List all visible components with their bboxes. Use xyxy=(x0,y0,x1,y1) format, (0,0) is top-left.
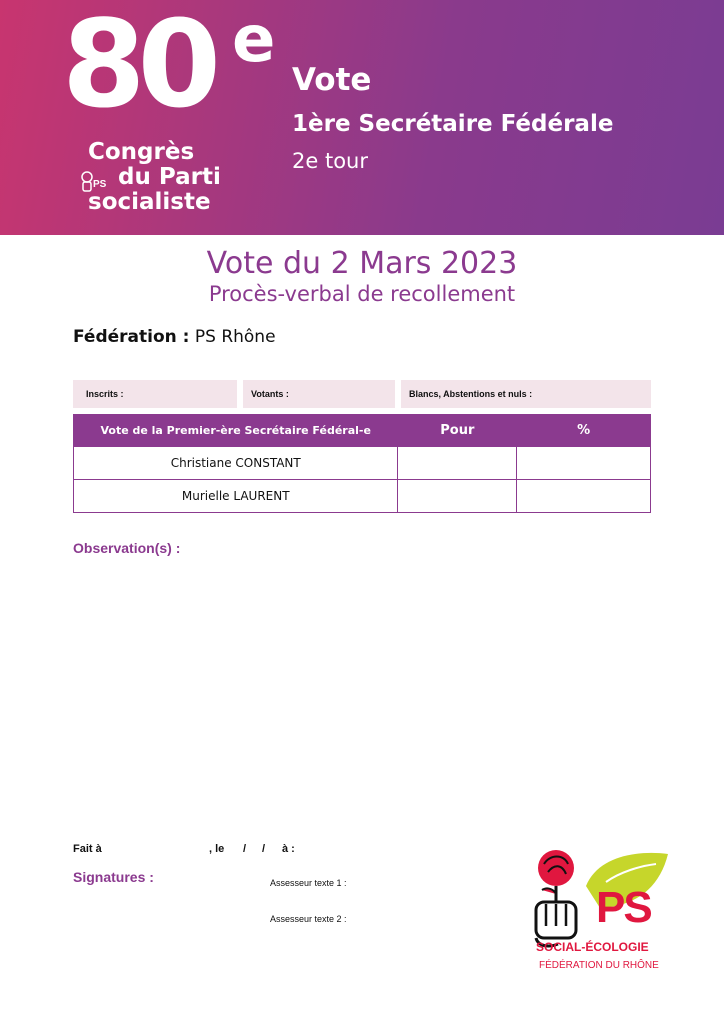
federation-line xyxy=(73,326,276,348)
federation-label: Fédération : xyxy=(73,327,190,347)
blancs-field[interactable] xyxy=(401,380,651,408)
assesseur-1-label: Assesseur texte 1 : xyxy=(270,878,347,888)
inscrits-label: Inscrits : xyxy=(86,389,124,399)
pour-cell[interactable] xyxy=(398,447,517,480)
votes-table xyxy=(73,414,651,513)
pour-cell[interactable] xyxy=(398,480,517,513)
table-row xyxy=(74,480,651,513)
ps-logo-letters: PS xyxy=(596,883,651,932)
fait-a-label: Fait à xyxy=(73,843,102,855)
inscrits-field[interactable] xyxy=(73,380,237,408)
header-secretaire: 1ère Secrétaire Fédérale xyxy=(292,111,614,137)
congress-number-digits: 80 xyxy=(62,0,213,135)
social-ecologie-text: SOCIAL-ÉCOLOGIE xyxy=(536,940,649,954)
federation-value: PS Rhône xyxy=(194,327,276,347)
congress-line-3: socialiste xyxy=(88,189,211,215)
congress-line-2: du Parti xyxy=(118,164,221,190)
congress-number xyxy=(62,0,276,135)
percent-cell[interactable] xyxy=(517,447,651,480)
table-row xyxy=(74,447,651,480)
congress-title xyxy=(88,140,248,215)
page-subtitle: Procès-verbal de recollement xyxy=(208,282,516,306)
candidate-name: Murielle LAURENT xyxy=(74,480,398,513)
date-slash-1: / xyxy=(243,843,247,855)
ps-mini-logo-text: PS xyxy=(93,179,107,190)
header-banner xyxy=(0,0,724,235)
congress-number-suffix: e xyxy=(232,3,276,77)
header-candidate: Vote de la Premier-ère Secrétaire Fédéral-e xyxy=(74,415,398,447)
votants-field[interactable] xyxy=(243,380,395,408)
header-vote: Vote xyxy=(292,62,372,98)
date-slash-2: / xyxy=(262,843,266,855)
congress-line-1: Congrès xyxy=(88,139,195,165)
votants-label: Votants : xyxy=(251,389,289,399)
le-label: , le xyxy=(209,843,225,855)
header-percent: % xyxy=(517,415,651,447)
federation-rhone-text: FÉDÉRATION DU RHÔNE xyxy=(539,960,659,971)
signatures-label: Signatures : xyxy=(73,869,154,885)
assesseur-2-label: Assesseur texte 2 : xyxy=(270,914,347,924)
percent-cell[interactable] xyxy=(517,480,651,513)
header-tour: 2e tour xyxy=(292,149,368,173)
page-title: Vote du 2 Mars 2023 xyxy=(206,246,518,281)
a-label: à : xyxy=(282,843,295,855)
blancs-label: Blancs, Abstentions et nuls : xyxy=(409,389,533,399)
header-pour: Pour xyxy=(398,415,517,447)
votes-table-header xyxy=(74,415,651,447)
candidate-name: Christiane CONSTANT xyxy=(74,447,398,480)
observations-label: Observation(s) : xyxy=(73,540,181,556)
